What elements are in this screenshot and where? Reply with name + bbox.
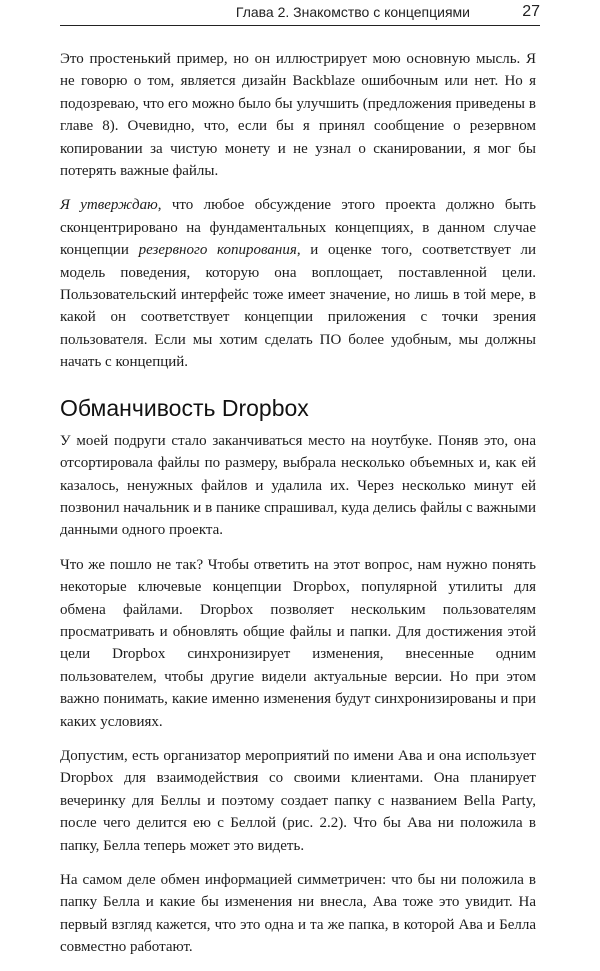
- paragraph-2: [60, 194, 536, 373]
- paragraph-2-text-2: , и оценке того, соответствует ли модель поведения, которую она воплощает, поставленной цели. Пользовательский интерфейс тоже имеет значение, но лишь в той мере, в какой он соответствует концепции приложения с точки зрения пользователя. Если мы хотим сделать ПО более удобным, мы должны начать с концепций.: [60, 242, 536, 371]
- emphasis-backup-concept: резервного копирования: [138, 242, 297, 259]
- running-title: Глава 2. Знакомство с концепциями: [235, 4, 470, 20]
- paragraph-6: На самом деле обмен информацией симметричен: что бы ни положила в папку Белла и какие бы изменения ни внесла, Ава тоже это увидит. На первый взгляд кажется, что это одна и та же папка, в которой Ава и Белла совместно работают.: [60, 872, 536, 956]
- page-header: [60, 0, 540, 26]
- paragraph-5: Допустим, есть организатор мероприятий по имени Ава и она использует Dropbox для взаимодействия со своими клиентами. Она планирует вечеринку для Беллы и поэтому создает папку с названием Bella Party, после чего делится ею с Беллой (рис. 2.2). Что бы Ава ни положила в папку, Белла теперь может это видеть.: [60, 747, 536, 854]
- paragraph-2-text-1: , что любое обсуждение этого проекта должно быть сконцентрировано на фундаментальных концепциях, в данном случае концепции: [60, 197, 537, 259]
- paragraph-3: У моей подруги стало заканчиваться место на ноутбуке. Поняв это, она отсортировала файлы по размеру, выбрала несколько объемных и, как ей казалось, ненужных файлов и удалила их. Через несколько минут ей позвонил начальник и в панике спрашивал, куда делись файлы с важными данными одного проекта.: [60, 432, 536, 539]
- page-content: [60, 48, 536, 971]
- header-rule: [60, 25, 540, 26]
- emphasis-claim: Я утверждаю: [60, 197, 158, 214]
- paragraph-1: Это простенький пример, но он иллюстрирует мою основную мысль. Я не говорю о том, является дизайн Backblaze ошибочным или нет. Но я подозреваю, что его можно было бы улучшить (предложения приведены в главе 8). Очевидно, что, если бы я принял сообщение о резервном копировании за чистую монету и не узнал о сканировании, я мог бы потерять важные файлы.: [60, 51, 536, 180]
- section-heading: Обманчивость Dropbox: [60, 394, 309, 421]
- page-number: 27: [522, 3, 540, 20]
- paragraph-4: Что же пошло не так? Чтобы ответить на этот вопрос, нам нужно понять некоторые ключевые концепции Dropbox, популярной утилиты для обмена файлами. Dropbox позволяет нескольким пользователям просматривать и обновлять общие файлы и папки. Для достижения этой цели Dropbox синхронизирует изменения, внесенные одним пользователем, чтобы другие видели актуальные версии. Но при этом важно понимать, какие именно изменения будут синхронизированы и при каких условиях.: [60, 556, 536, 730]
